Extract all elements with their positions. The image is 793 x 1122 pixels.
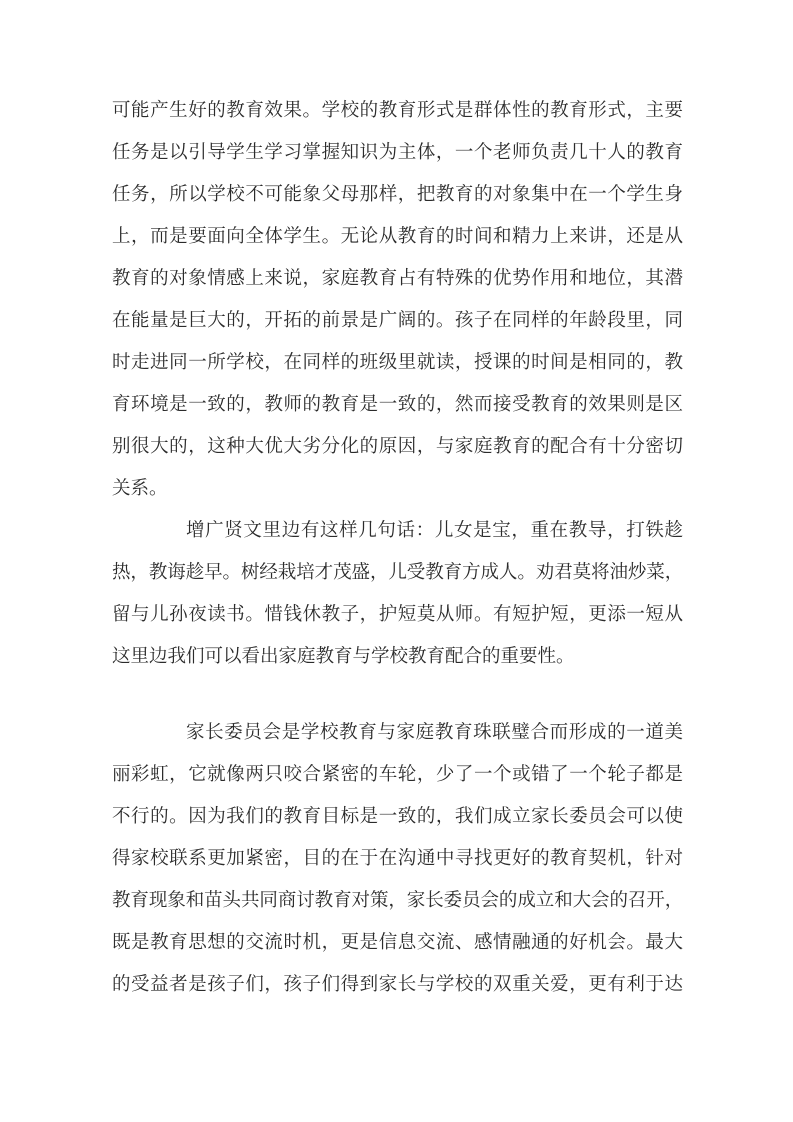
text-line: 在能量是巨大的，开拓的前景是广阔的。孩子在同样的年龄段里，同 [112,311,683,331]
text-line: 上，而是要面向全体学生。无论从教育的时间和精力上来讲，还是从 [112,227,683,247]
text-line: 可能产生好的教育效果。学校的教育形式是群体性的教育形式，主要 [112,101,683,121]
text-line: 得家校联系更加紧密，目的在于在沟通中寻找更好的教育契机，针对 [112,849,683,869]
text-line: 丽彩虹，它就像两只咬合紧密的车轮，少了一个或错了一个轮子都是 [112,765,683,785]
text-line: 的受益者是孩子们，孩子们得到家长与学校的双重关爱，更有利于达 [112,975,683,995]
text-line: 家长委员会是学校教育与家庭教育珠联璧合而形成的一道美 [186,723,683,743]
text-line: 任务是以引导学生学习掌握知识为主体，一个老师负责几十人的教育 [112,143,683,163]
text-line: 热，教诲趁早。树经栽培才茂盛，儿受教育方成人。劝君莫将油炒菜， [112,563,683,583]
text-line: 不行的。因为我们的教育目标是一致的，我们成立家长委员会可以使 [112,807,683,827]
text-line: 增广贤文里边有这样几句话：儿女是宝，重在教导，打铁趁 [186,521,683,541]
text-line: 别很大的，这种大优大劣分化的原因，与家庭教育的配合有十分密切 [112,437,683,457]
text-line: 任务，所以学校不可能象父母那样，把教育的对象集中在一个学生身 [112,185,683,205]
text-line: 既是教育思想的交流时机，更是信息交流、感情融通的好机会。最大 [112,933,683,953]
document-text-block [112,90,683,1006]
text-line: 这里边我们可以看出家庭教育与学校教育配合的重要性。 [112,647,575,667]
text-line: 教育现象和苗头共同商讨教育对策，家长委员会的成立和大会的召开， [112,891,683,911]
text-line: 时走进同一所学校，在同样的班级里就读，授课的时间是相同的，教 [112,353,683,373]
text-line: 留与儿孙夜读书。惜钱休教子，护短莫从师。有短护短，更添一短从 [112,605,683,625]
text-line: 关系。 [112,479,168,499]
text-line: 育环境是一致的，教师的教育是一致的，然而接受教育的效果则是区 [112,395,683,415]
text-line: 教育的对象情感上来说，家庭教育占有特殊的优势作用和地位，其潜 [112,269,683,289]
paragraph-gap [112,678,683,712]
